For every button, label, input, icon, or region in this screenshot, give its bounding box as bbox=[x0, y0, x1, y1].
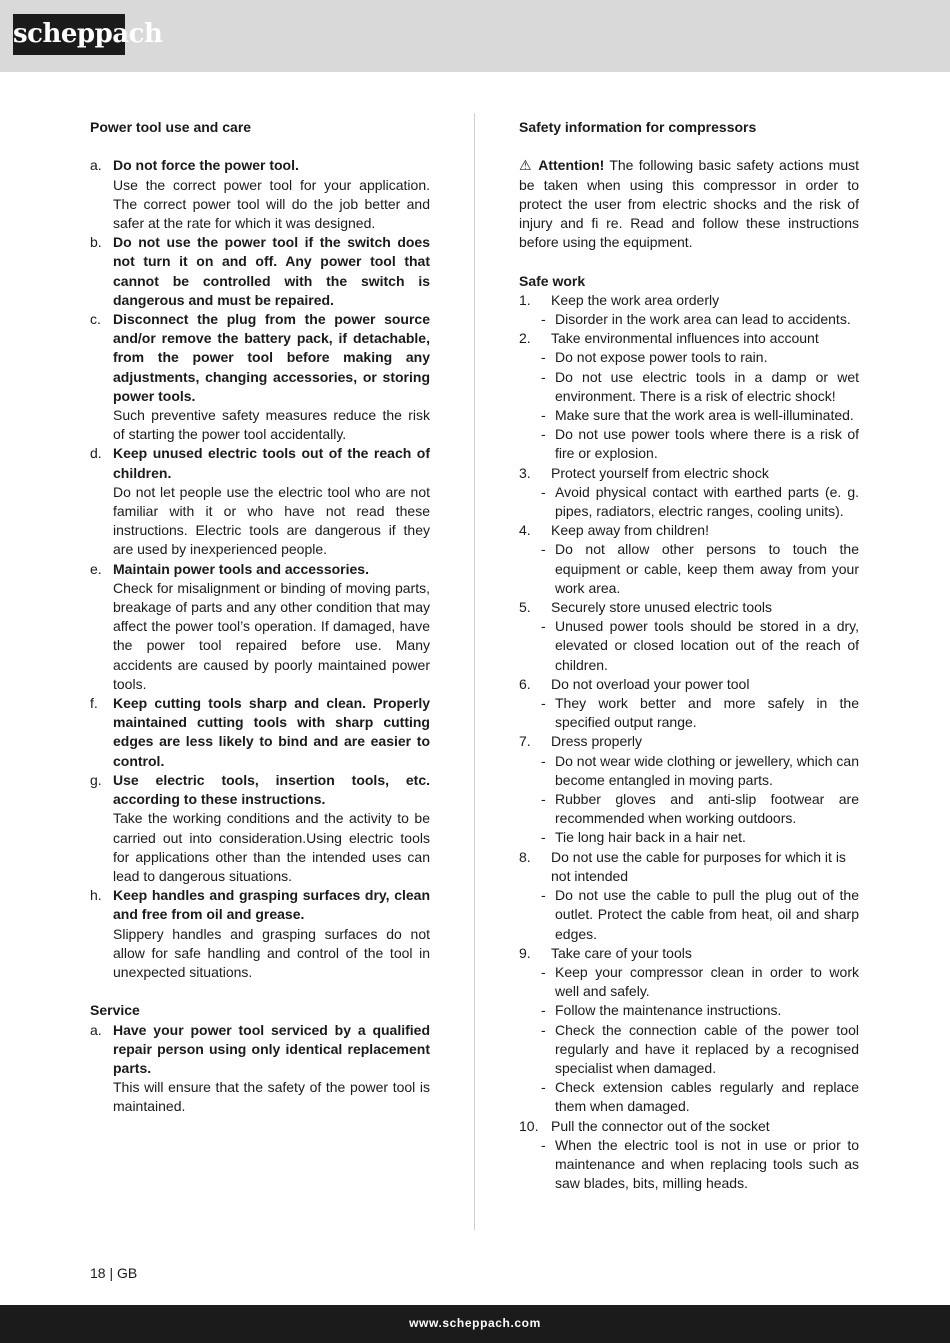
page-number: 18 | GB bbox=[90, 1265, 138, 1281]
item-letter: c. bbox=[90, 311, 101, 328]
item-text: Pull the connector out of the socket bbox=[551, 1117, 770, 1134]
item-number: 7. bbox=[519, 733, 531, 750]
item-number: 8. bbox=[519, 848, 531, 865]
item-number: 9. bbox=[519, 944, 531, 961]
list-item bbox=[90, 1021, 430, 1117]
item-number: 6. bbox=[519, 675, 531, 692]
dash-bullet: - bbox=[541, 963, 546, 980]
item-description: Check for misalignment or binding of moving parts, breakage of parts and any other condition that may affect the power tool’s operation. If damaged, have the power tool repaired before use. Many accidents are caused by poorly maintained power tools. bbox=[113, 579, 430, 692]
warning-triangle-icon: ⚠ bbox=[519, 157, 533, 174]
item-heading: Do not force the power tool. bbox=[113, 157, 299, 174]
item-number: 4. bbox=[519, 522, 531, 539]
sub-item-text: Tie long hair back in a hair net. bbox=[555, 829, 746, 846]
sub-item bbox=[519, 368, 859, 406]
sub-item bbox=[519, 1078, 859, 1116]
sub-item-text: Do not allow other persons to touch the equipment or cable, keep them away from your work area. bbox=[555, 541, 859, 596]
left-column bbox=[90, 118, 430, 1117]
item-heading: Keep unused electric tools out of the reach of children. bbox=[113, 445, 430, 481]
item-letter: e. bbox=[90, 560, 102, 577]
sub-item-text: Keep your compressor clean in order to work well and safely. bbox=[555, 963, 859, 1000]
column-divider bbox=[474, 113, 475, 1230]
item-heading: Keep cutting tools sharp and clean. Properly maintained cutting tools with sharp cutting edges are less likely to bind and are easier to control. bbox=[113, 695, 430, 769]
sub-item bbox=[519, 425, 859, 463]
list-item bbox=[90, 771, 430, 886]
list-item bbox=[90, 560, 430, 694]
safe-work-list bbox=[519, 291, 859, 1194]
item-number: 5. bbox=[519, 599, 531, 616]
item-text: Dress properly bbox=[551, 733, 643, 750]
footer-website[interactable]: www.scheppach.com bbox=[409, 1316, 541, 1330]
item-number: 3. bbox=[519, 464, 531, 481]
item-text: Do not overload your power tool bbox=[551, 675, 750, 692]
numbered-item bbox=[519, 1117, 859, 1136]
dash-bullet: - bbox=[541, 695, 546, 712]
attention-paragraph bbox=[519, 156, 859, 252]
item-letter: h. bbox=[90, 887, 102, 904]
dash-bullet: - bbox=[541, 829, 546, 846]
list-item bbox=[90, 310, 430, 444]
item-number: 10. bbox=[519, 1117, 539, 1134]
sub-item-text: Check the connection cable of the power tool regularly and have it replaced by a recognised specialist when damaged. bbox=[555, 1021, 859, 1076]
sub-item-text: Disorder in the work area can lead to accidents. bbox=[555, 311, 851, 327]
item-description: Use the correct power tool for your application. The correct power tool will do the job better and safer at the rate for which it was designed. bbox=[113, 176, 430, 231]
section-title-safe-work: Safe work bbox=[519, 272, 586, 289]
power-tool-care-list bbox=[90, 156, 430, 982]
dash-bullet: - bbox=[541, 1079, 546, 1096]
sub-item-text: Do not wear wide clothing or jewellery, which can become entangled in moving parts. bbox=[555, 752, 859, 788]
sub-item bbox=[519, 752, 859, 790]
sub-item-text: Rubber gloves and anti-slip footwear are recommended when working outdoors. bbox=[555, 791, 859, 827]
item-letter: a. bbox=[90, 1021, 102, 1038]
sub-item-text: Do not use electric tools in a damp or wet environment. There is a risk of electric shock! bbox=[555, 368, 859, 404]
dash-bullet: - bbox=[541, 618, 546, 635]
sub-item bbox=[519, 483, 859, 521]
right-column bbox=[519, 118, 859, 1193]
dash-bullet: - bbox=[541, 311, 546, 327]
page-header bbox=[0, 0, 950, 72]
sub-item bbox=[519, 406, 859, 425]
section-title-service: Service bbox=[90, 1002, 140, 1019]
item-text: Securely store unused electric tools bbox=[551, 599, 772, 616]
item-text: Protect yourself from electric shock bbox=[551, 464, 769, 481]
item-letter: f. bbox=[90, 695, 98, 712]
service-list bbox=[90, 1021, 430, 1117]
dash-bullet: - bbox=[541, 1021, 546, 1038]
sub-item-text: Follow the maintenance instructions. bbox=[555, 1002, 782, 1019]
item-text: Keep the work area orderly bbox=[551, 291, 720, 308]
item-number: 1. bbox=[519, 291, 531, 308]
sub-item-text: Do not use the cable to pull the plug out of the outlet. Protect the cable from heat, oil and sharp edges. bbox=[555, 887, 859, 942]
dash-bullet: - bbox=[541, 541, 546, 558]
sub-item bbox=[519, 694, 859, 732]
sub-item bbox=[519, 886, 859, 944]
numbered-item bbox=[519, 329, 859, 348]
numbered-item bbox=[519, 464, 859, 483]
list-item bbox=[90, 444, 430, 559]
sub-item bbox=[519, 1001, 859, 1020]
sub-item bbox=[519, 348, 859, 367]
dash-bullet: - bbox=[541, 887, 546, 904]
item-text: Take care of your tools bbox=[551, 944, 692, 961]
sub-item bbox=[519, 617, 859, 675]
sub-item bbox=[519, 540, 859, 598]
dash-bullet: - bbox=[541, 483, 546, 500]
dash-bullet: - bbox=[541, 426, 546, 443]
item-heading: Have your power tool serviced by a qualified repair person using only identical replacement parts. bbox=[113, 1021, 430, 1076]
sub-item-text: Make sure that the work area is well-illuminated. bbox=[555, 407, 854, 424]
item-description: Take the working conditions and the activity to be carried out into consideration.Using electric tools for applications other than the intended uses can lead to dangerous situations. bbox=[113, 810, 430, 884]
item-text: Do not use the cable for purposes for which it is not intended bbox=[551, 848, 846, 884]
item-letter: a. bbox=[90, 157, 102, 174]
item-heading: Maintain power tools and accessories. bbox=[113, 560, 369, 577]
dash-bullet: - bbox=[541, 1002, 546, 1019]
item-description: Slippery handles and grasping surfaces do not allow for safe handling and control of the tool in unexpected situations. bbox=[113, 925, 430, 980]
sub-item-text: Do not expose power tools to rain. bbox=[555, 349, 768, 366]
sub-item bbox=[519, 963, 859, 1001]
sub-item-text: When the electric tool is not in use or prior to maintenance and when replacing tools such as saw blades, bits, milling heads. bbox=[555, 1136, 859, 1192]
item-heading: Keep handles and grasping surfaces dry, clean and free from oil and grease. bbox=[113, 887, 430, 923]
numbered-item bbox=[519, 675, 859, 694]
item-letter: d. bbox=[90, 445, 102, 462]
sub-item-text: Unused power tools should be stored in a dry, elevated or closed location out of the reach of children. bbox=[555, 618, 859, 673]
sub-item-text: Do not use power tools where there is a risk of fire or explosion. bbox=[555, 426, 859, 462]
sub-item bbox=[519, 790, 859, 828]
item-heading: Do not use the power tool if the switch does not turn it on and off. Any power tool that cannot be controlled with the switch is dangerous and must be repaired. bbox=[113, 234, 430, 308]
scheppach-logo: scheppach bbox=[13, 14, 125, 55]
numbered-item bbox=[519, 291, 859, 310]
numbered-item bbox=[519, 732, 859, 751]
list-item bbox=[90, 886, 430, 982]
dash-bullet: - bbox=[541, 1136, 546, 1153]
numbered-item bbox=[519, 521, 859, 540]
section-title-compressor-safety: Safety information for compressors bbox=[519, 119, 757, 135]
dash-bullet: - bbox=[541, 349, 546, 366]
sub-item-text: They work better and more safely in the specified output range. bbox=[555, 695, 859, 731]
item-text: Keep away from children! bbox=[551, 522, 709, 539]
sub-item bbox=[519, 310, 859, 329]
numbered-item bbox=[519, 848, 859, 886]
item-description: Such preventive safety measures reduce the risk of starting the power tool accidentally. bbox=[113, 407, 430, 443]
sub-item bbox=[519, 1136, 859, 1194]
item-description: This will ensure that the safety of the power tool is maintained. bbox=[113, 1079, 430, 1115]
dash-bullet: - bbox=[541, 791, 546, 808]
dash-bullet: - bbox=[541, 368, 546, 385]
item-number: 2. bbox=[519, 330, 531, 347]
numbered-item bbox=[519, 944, 859, 963]
item-letter: g. bbox=[90, 771, 102, 788]
sub-item bbox=[519, 828, 859, 847]
page-footer bbox=[0, 1305, 950, 1343]
item-letter: b. bbox=[90, 234, 102, 251]
sub-item-text: Check extension cables regularly and replace them when damaged. bbox=[555, 1079, 859, 1115]
item-heading: Disconnect the plug from the power source and/or remove the battery pack, if detachable, from the power tool before making any adjustments, changing accessories, or storing power tools. bbox=[113, 311, 430, 404]
dash-bullet: - bbox=[541, 407, 546, 424]
dash-bullet: - bbox=[541, 752, 546, 769]
attention-label: Attention! bbox=[538, 157, 605, 174]
attention-text: The following basic safety actions must be taken when using this compressor in order to protect the user from electric shocks and the risk of injury and fi re. Read and follow these instructions before using the equipment. bbox=[519, 157, 860, 251]
list-item bbox=[90, 156, 430, 233]
item-text: Take environmental influences into account bbox=[551, 330, 819, 347]
item-heading: Use electric tools, insertion tools, etc. according to these instructions. bbox=[113, 771, 430, 808]
numbered-item bbox=[519, 598, 859, 617]
sub-item bbox=[519, 1021, 859, 1079]
item-description: Do not let people use the electric tool who are not familiar with it or who have not read these instructions. Electric tools are dangerous if they are used by inexperienced people. bbox=[113, 483, 430, 558]
sub-item-text: Avoid physical contact with earthed parts (e. g. pipes, radiators, electric ranges, cooling units). bbox=[555, 483, 859, 520]
section-title-power-tool-use: Power tool use and care bbox=[90, 119, 252, 135]
list-item bbox=[90, 694, 430, 771]
list-item bbox=[90, 233, 430, 310]
